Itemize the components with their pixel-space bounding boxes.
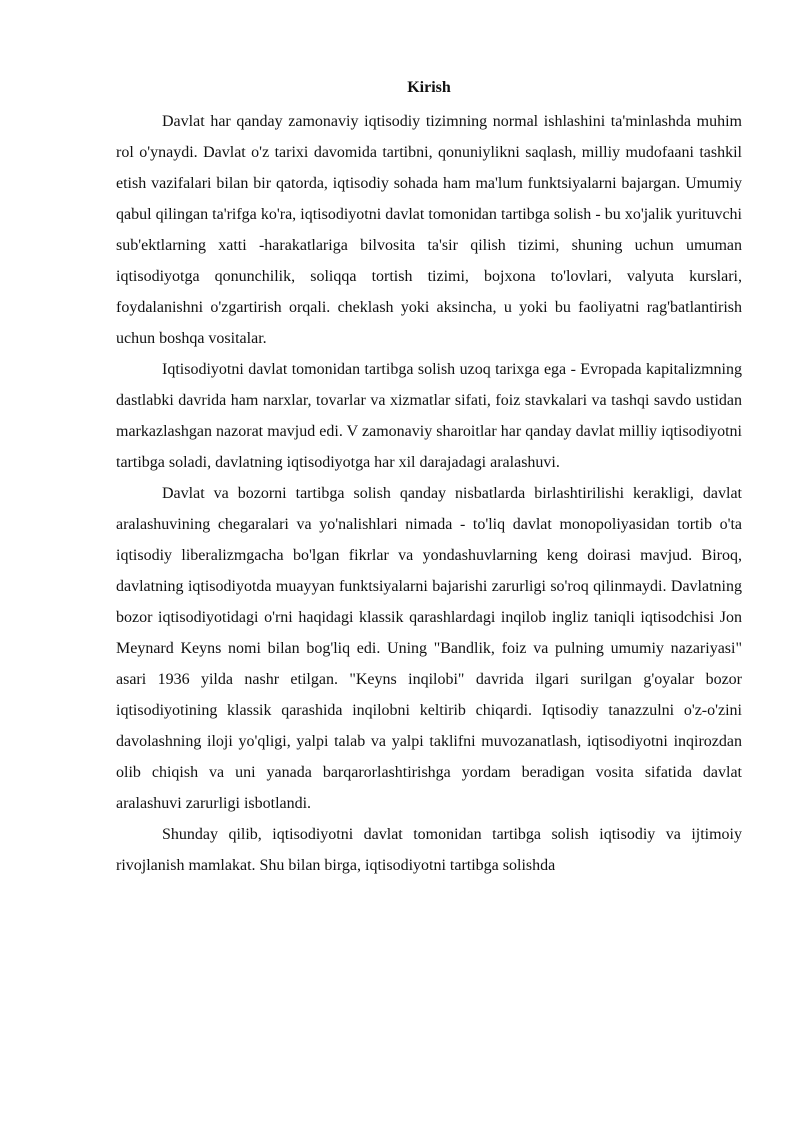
paragraph-conclusion: Shunday qilib, iqtisodiyotni davlat tomonidan tartibga solish iqtisodiy va ijtimoiy rivojlanish mamlakat. Shu bilan birga, iqtisodiyotni tartibga solishda (116, 826, 742, 874)
document-title: Kirish (407, 79, 451, 96)
document-body (116, 76, 742, 881)
paragraph-history: Iqtisodiyotni davlat tomonidan tartibga solish uzoq tarixga ega - Evropada kapitalizmning dastlabki davrida ham narxlar, tovarlar va xizmatlar sifati, foiz stavkalari va tashqi savdo ustidan markazlashgan nazorat mavjud edi. V zamonaviy sharoitlar har qanday davlat milliy iqtisodiyotni tartibga soladi, davlatning iqtisodiyotga har xil darajadagi aralashuvi. (116, 361, 742, 471)
paragraph-state-market: Davlat va bozorni tartibga solish qanday nisbatlarda birlashtirilishi kerakligi, davlat aralashuvining chegaralari va yo'nalishlari nimada - to'liq davlat monopoliyasidan tortib o'ta iqtisodiy liberalizmgacha bo'lgan fikrlar va yondashuvlarning keng doirasi mavjud. Biroq, davlatning iqtisodiyotda muayyan funktsiyalarni bajarishi zarurligi so'roq qilinmaydi. Davlatning bozor iqtisodiyotidagi o'rni haqidagi klassik qarashlardagi inqilob ingliz taniqli iqtisodchisi Jon Meynard Keyns nomi bilan bog'liq edi. Uning "Bandlik, foiz va pulning umumiy nazariyasi" asari 1936 yilda nashr etilgan. "Keyns inqilobi" davrida ilgari surilgan g'oyalar bozor iqtisodiyotining klassik qarashida inqilobni keltirib chiqardi. Iqtisodiy tanazzulni o'z-o'zini davolashning iloji yo'qligi, yalpi talab va yalpi taklifni muvozanatlash, iqtisodiyotni inqirozdan olib chiqish va uni yanada barqarorlashtirishga yordam beradigan vosita sifatida davlat aralashuvi zarurligi isbotlandi. (116, 485, 742, 812)
paragraph-intro: Davlat har qanday zamonaviy iqtisodiy tizimning normal ishlashini ta'minlashda muhim rol o'ynaydi. Davlat o'z tarixi davomida tartibni, qonuniylikni saqlash, milliy mudofaani tashkil etish vazifalari bilan bir qatorda, iqtisodiy sohada ham ma'lum funktsiyalarni bajargan. Umumiy qabul qilingan ta'rifga ko'ra, iqtisodiyotni davlat tomonidan tartibga solish - bu xo'jalik yurituvchi sub'ektlarning xatti -harakatlariga bilvosita ta'sir qilish tizimi, shuning uchun umuman iqtisodiyotga qonunchilik, soliqqa tortish tizimi, bojxona to'lovlari, valyuta kurslari, foydalanishni o'zgartirish orqali. cheklash yoki aksincha, u yoki bu faoliyatni rag'batlantirish uchun boshqa vositalar. (116, 113, 742, 347)
